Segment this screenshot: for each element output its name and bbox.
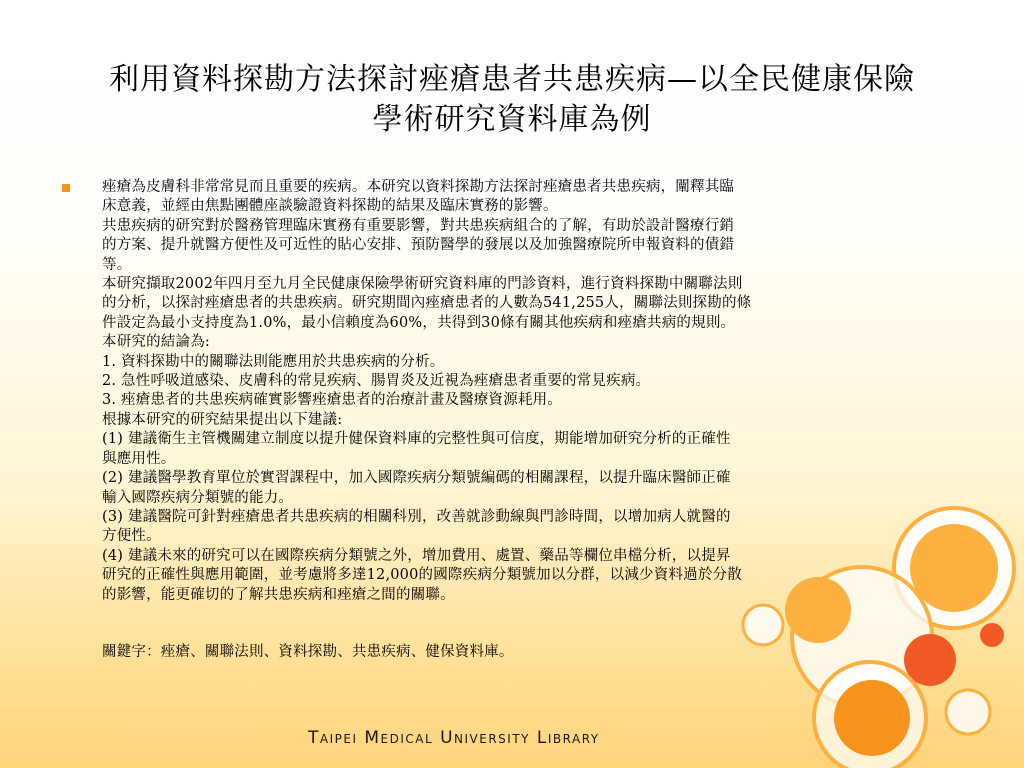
body-line: 的影響，能更確切的了解共患疾病和痤瘡之間的關聯。	[102, 586, 455, 603]
body-line: 1. 資料探勘中的關聯法則能應用於共患疾病的分析。	[102, 353, 445, 370]
body-line: (3) 建議醫院可針對痤瘡患者共患疾病的相關科別，改善就診動線與門診時間，以增加病人就醫的	[102, 508, 731, 525]
body-line: 的方案、提升就醫方便性及可近性的貼心安排、預防醫學的發展以及加強醫療院所申報資料的債錯	[102, 237, 735, 254]
body-line: (1) 建議衛生主管機關建立制度以提升健保資料庫的完整性與可信度，期能增加研究分析的正確性	[102, 431, 731, 448]
body-line: 2. 急性呼吸道感染、皮膚科的常見疾病、腸胃炎及近視為痤瘡患者重要的常見疾病。	[102, 373, 651, 390]
body-line: 床意義，並經由焦點團體座談驗證資料探勘的結果及臨床實務的影響。	[102, 198, 558, 215]
body-line: 本研究的結論為:	[102, 334, 210, 351]
body-line: 3. 痤瘡患者的共患疾病確實影響痤瘡患者的治療計畫及醫療資源耗用。	[102, 392, 563, 409]
body-line: 輸入國際疾病分類號的能力。	[102, 489, 294, 506]
body-line: 件設定為最小支持度為1.0%，最小信賴度為60%，共得到30條有關其他疾病和痤瘡共病的規則。	[102, 314, 736, 331]
slide-title-line-1: 利用資料探勘方法探討痤瘡患者共患疾病—以全民健康保險	[109, 62, 915, 97]
slide-title-line-2: 學術研究資料庫為例	[372, 102, 652, 137]
abstract-text	[102, 178, 962, 662]
body-line: 本研究擷取2002年四月至九月全民健康保險學術研究資料庫的門診資料，進行資料探勘中關聯法則	[102, 276, 743, 293]
body-line: 共患疾病的研究對於醫務管理臨床實務有重要影響，對共患疾病組合的了解，有助於設計醫療行銷	[102, 217, 735, 234]
body-line: 根據本研究的研究結果提出以下建議:	[102, 411, 343, 428]
decor-circle	[814, 662, 926, 768]
paragraph-gap	[102, 605, 962, 643]
keywords-line: 關鍵字：痤瘡、關聯法則、資料探勘、共患疾病、健保資料庫。	[102, 643, 514, 660]
decor-circle	[946, 690, 990, 734]
body-line: 研究的正確性與應用範圍，並考慮將多達12,000的國際疾病分類號加以分群，以減少資料過於分散	[102, 567, 742, 584]
body-line: 痤瘡為皮膚科非常常見而且重要的疾病。本研究以資料探勘方法探討痤瘡患者共患疾病，闡釋其臨	[102, 179, 735, 195]
body-line: 等。	[102, 256, 132, 273]
decor-circle	[834, 680, 910, 756]
body-line: (2) 建議醫學教育單位於實習課程中，加入國際疾病分類號編碼的相關課程，以提升臨床醫師正確	[102, 470, 731, 487]
body-line: 方便性。	[102, 528, 161, 545]
body-line: (4) 建議未來的研究可以在國際疾病分類號之外，增加費用、處置、藥品等欄位串檔分析，以提昇	[102, 547, 731, 564]
footer-library-name: Taipei Medical University Library	[308, 728, 600, 748]
body-line: 與應用性。	[102, 450, 176, 467]
decor-circle	[980, 623, 1004, 647]
slide-title	[50, 60, 974, 140]
bullet-square-icon	[62, 184, 70, 192]
body-line: 的分析，以探討痤瘡患者的共患疾病。研究期間內痤瘡患者的人數為541,255人，關聯法則探勘的條	[102, 295, 752, 312]
